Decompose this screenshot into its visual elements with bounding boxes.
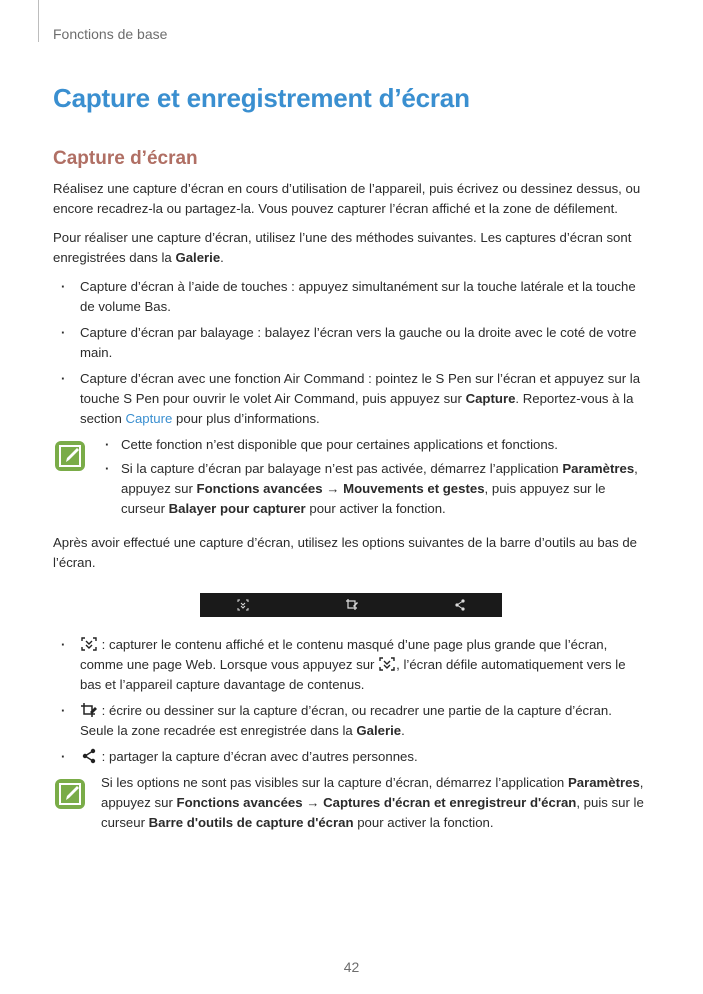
option-share: · : partager la capture d’écran avec d’autres personnes. [53,747,648,767]
crop-draw-icon [345,598,359,612]
option-scroll-capture: · : capturer le contenu affiché et le contenu masqué d’une page plus grande que l’écran, comme une page Web. Lorsque vous appuyez sur , l’écran défile automatiquement vers le bas et l’appareil capture davantage de contenus. [53,635,648,695]
capture-methods-list [53,277,648,429]
toolbar-options-list [53,635,648,767]
note-pencil-icon [55,779,85,809]
page-number: 42 [343,959,360,975]
method-air-command: · Capture d’écran avec une fonction Air Command : pointez le S Pen sur l’écran et appuyez sur la touche S Pen pour ouvrir le volet Air Command, puis appuyez sur Capture. Reportez-vous à la section Capture pour plus d’informations. [53,369,648,429]
crop-draw-icon [80,702,98,718]
note-block-2 [53,773,648,833]
header-rule [38,0,39,42]
note-block-1 [53,435,648,519]
method-swipe: · Capture d’écran par balayage : balayez l’écran vers la gauche ou la droite avec le coté de votre main. [53,323,648,363]
page-title: Capture et enregistrement d’écran [53,83,470,113]
note-2-text: Si les options ne sont pas visibles sur la capture d’écran, démarrez l’application Paramètres, appuyez sur Fonctions avancées → Captures d'écran et enregistreur d'écran, puis sur le curseur Barre d'outils de capture d'écran pour activer la fonction. [101,775,644,830]
section-label: Fonctions de base [53,26,168,42]
note-1-list [101,435,648,519]
section-subtitle: Capture d’écran [53,148,198,169]
note-pencil-icon [55,441,85,471]
option-crop-draw: · : écrire ou dessiner sur la capture d’écran, ou recadrer une partie de la capture d’écran. Seule la zone recadrée est enregistrée dans la Galerie. [53,701,648,741]
note-1-item-availability: · Cette fonction n’est disponible que pour certaines applications et fonctions. [101,435,648,455]
method-keys: · Capture d’écran à l’aide de touches : appuyez simultanément sur la touche latérale et la touche de volume Bas. [53,277,648,317]
scroll-capture-icon [80,636,98,652]
note-1-item-settings: · Si la capture d’écran par balayage n’est pas activée, démarrez l’application Paramètres, appuyez sur Fonctions avancées → Mouvements et gestes, puis appuyez sur le curseur Balayer pour capturer pour activer la fonction. [101,459,648,519]
toolbar-intro-paragraph: Après avoir effectué une capture d’écran, utilisez les options suivantes de la barre d’outils au bas de l’écran. [53,535,638,570]
galerie-term: Galerie [175,250,221,265]
main-content [53,179,648,847]
intro-paragraph-1: Réalisez une capture d’écran en cours d’utilisation de l’appareil, puis écrivez ou dessinez dessus, ou encore recadrez-la ou partagez-la. Vous pouvez capturer l’écran affiché et la zone de défilement. [53,181,641,216]
scroll-capture-icon [236,598,250,612]
screenshot-toolbar-image [200,593,502,617]
share-icon [80,748,98,764]
share-icon [453,598,467,612]
intro-paragraph-2: Pour réaliser une capture d’écran, utilisez l’une des méthodes suivantes. Les captures d’écran sont enregistrées dans la Galerie. [53,230,632,265]
capture-section-link[interactable]: Capture [125,411,173,426]
scroll-capture-icon [378,656,396,672]
